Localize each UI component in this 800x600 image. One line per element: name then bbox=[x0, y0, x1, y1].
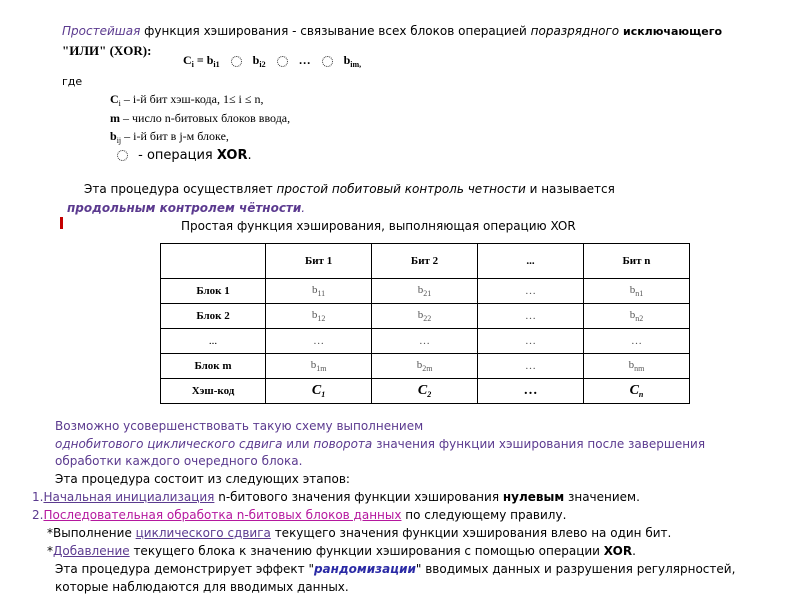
steps-intro: Эта процедура состоит из следующих этапов: bbox=[55, 472, 350, 486]
table-row: ... … … … … bbox=[161, 329, 690, 354]
where-label: где bbox=[62, 75, 83, 88]
red-marker bbox=[60, 217, 63, 229]
definition-c: $C_i - i-й$ бит хэш-кода, 1≤ i ≤ n, bbox=[110, 92, 264, 108]
step-3: *Выполнение циклического сдвига текущего значения функции хэширования влево на один бит. bbox=[47, 526, 672, 540]
link-addition[interactable]: Добавление bbox=[53, 544, 130, 558]
term-bitwise: поразрядного bbox=[530, 24, 620, 38]
parity-term: продольным контролем чётности. bbox=[67, 201, 306, 215]
xor-formula: $C_i = b_{i1}$ $b_{i2}$ … $b_{im,}$ bbox=[183, 53, 362, 69]
table-header-row: Бит 1 Бит 2 ... Бит n bbox=[161, 244, 690, 279]
xor-hash-table bbox=[160, 243, 690, 404]
term-simplest: Простейшая bbox=[62, 24, 141, 38]
parity-line-1: Эта процедура осуществляет простой побитовый контроль четности и называется bbox=[84, 182, 615, 196]
improve-line-2: однобитового циклического сдвига или поворота значения функции хэширования после завершения bbox=[55, 437, 706, 451]
table-hash-row: Хэш-код $C_1$ $C_2$ … $C_n$ bbox=[161, 379, 690, 404]
randomization-line-2: которые наблюдаются для вводимых данных. bbox=[55, 580, 349, 594]
definition-xor: - операция XOR. bbox=[117, 148, 252, 163]
table-title: Простая функция хэширования, выполняющая операцию XOR bbox=[181, 219, 576, 233]
randomization-line-1: Эта процедура демонстрирует эффект "рандомизации" вводимых данных и разрушения регулярностей, bbox=[55, 562, 736, 576]
xor-symbol-icon bbox=[277, 56, 288, 67]
step-1: 1.Начальная инициализация n-битового значения функции хэширования нулевым значением. bbox=[32, 490, 640, 504]
improve-line-3: обработки каждого очередного блока. bbox=[55, 454, 303, 468]
xor-symbol-icon bbox=[117, 150, 128, 161]
link-initialization[interactable]: Начальная инициализация bbox=[43, 490, 215, 504]
xor-symbol-icon bbox=[322, 56, 333, 67]
intro-text: функция хэширования - связывание всех блоков операцией bbox=[140, 24, 531, 38]
link-sequential-processing[interactable]: Последовательная обработка n-битовых блоков данных bbox=[43, 508, 402, 522]
link-cyclic-shift[interactable]: циклического сдвига bbox=[135, 526, 271, 540]
table-row: Блок 1 $b_{11}$ $b_{21}$ … $b_{n1}$ bbox=[161, 279, 690, 304]
step-2: 2.Последовательная обработка n-битовых блоков данных по следующему правилу. bbox=[32, 508, 567, 522]
xor-symbol-icon bbox=[231, 56, 242, 67]
table-row: Блок m $b_{1m}$ $b_{2m}$ … $b_{nm}$ bbox=[161, 354, 690, 379]
definition-m: m – число n-битовых блоков ввода, bbox=[110, 111, 291, 125]
table-row: Блок 2 $b_{12}$ $b_{22}$ … $b_{n2}$ bbox=[161, 304, 690, 329]
intro-line-2: "ИЛИ" (XOR): bbox=[62, 43, 152, 58]
term-exclusive: исключающего bbox=[622, 25, 723, 38]
intro-line-1 bbox=[62, 24, 722, 38]
step-4: *Добавление текущего блока к значению функции хэширования с помощью операции XOR. bbox=[47, 544, 636, 558]
definition-b: $b_{ij} - i-й$ бит в j-м блоке, bbox=[110, 129, 229, 145]
improve-line-1: Возможно усовершенствовать такую схему выполнением bbox=[55, 419, 424, 433]
